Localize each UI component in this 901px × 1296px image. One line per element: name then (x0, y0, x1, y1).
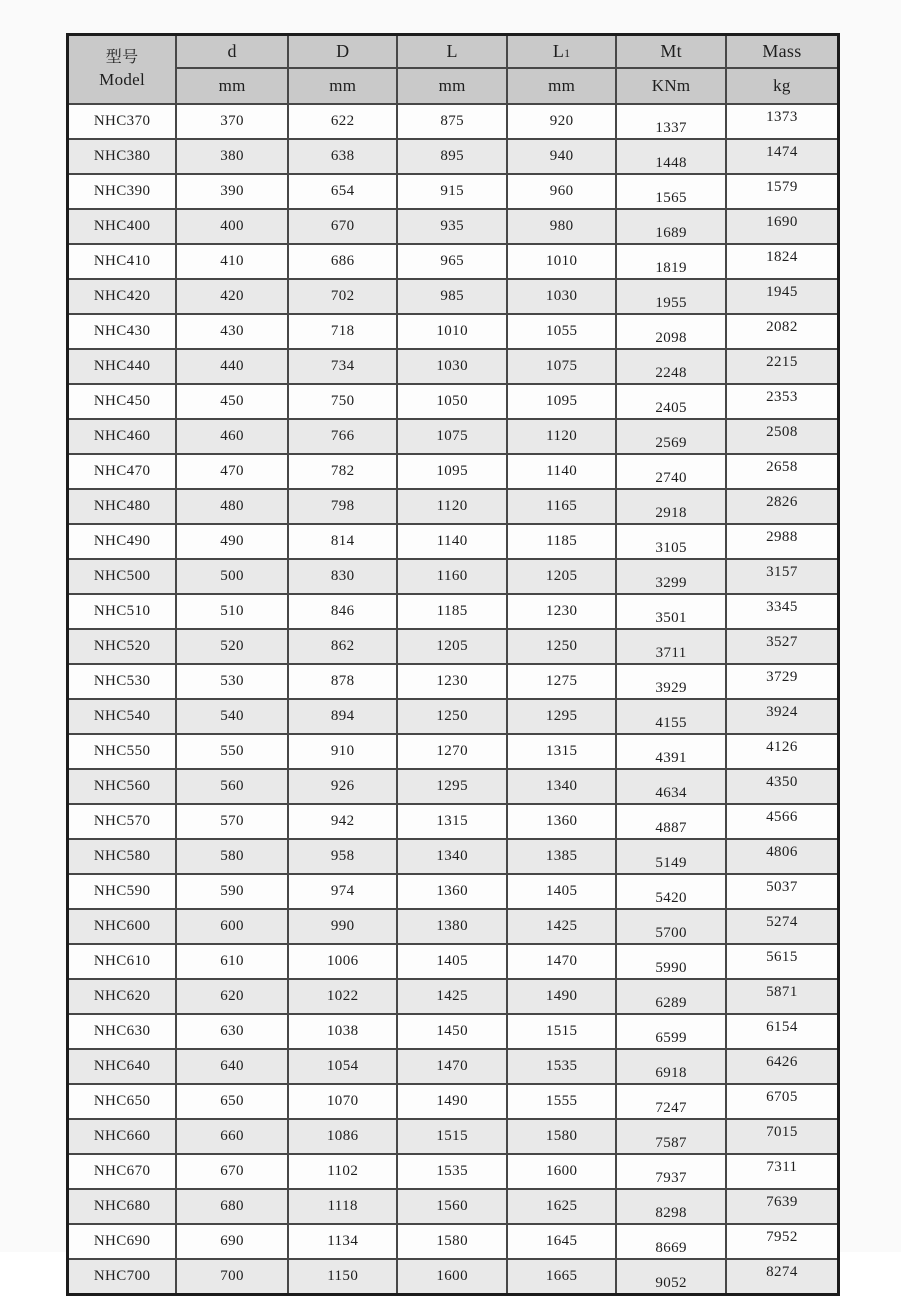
cell-Mt: 5420 (616, 874, 725, 909)
cell-model: NHC610 (68, 944, 177, 979)
unit-d: mm (176, 68, 288, 104)
table-row (68, 104, 839, 139)
col-header-model-cn: 型号 (105, 49, 139, 67)
cell-model: NHC680 (68, 1189, 177, 1224)
cell-d: 620 (176, 979, 288, 1014)
cell-D: 814 (288, 524, 397, 559)
cell-L1: 1425 (507, 909, 616, 944)
cell-model: NHC670 (68, 1154, 177, 1189)
cell-L1: 1580 (507, 1119, 616, 1154)
cell-d: 460 (176, 419, 288, 454)
cell-L: 1160 (397, 559, 506, 594)
cell-D: 1102 (288, 1154, 397, 1189)
cell-Mt: 5700 (616, 909, 725, 944)
cell-D: 718 (288, 314, 397, 349)
cell-Mass: 7311 (726, 1154, 839, 1189)
cell-Mt: 7587 (616, 1119, 725, 1154)
cell-L1: 1165 (507, 489, 616, 524)
header-row-units (68, 68, 839, 104)
cell-Mass: 3924 (726, 699, 839, 734)
table-row (68, 279, 839, 314)
cell-Mass: 7015 (726, 1119, 839, 1154)
cell-Mass: 4566 (726, 804, 839, 839)
cell-L: 1360 (397, 874, 506, 909)
table-row (68, 769, 839, 804)
table-row (68, 1084, 839, 1119)
cell-Mass: 2353 (726, 384, 839, 419)
cell-Mass: 5871 (726, 979, 839, 1014)
cell-L: 1270 (397, 734, 506, 769)
cell-Mt: 1337 (616, 104, 725, 139)
cell-Mt: 1448 (616, 139, 725, 174)
cell-Mass: 8274 (726, 1259, 839, 1295)
cell-Mass: 7952 (726, 1224, 839, 1259)
unit-D: mm (288, 68, 397, 104)
cell-Mass: 1579 (726, 174, 839, 209)
cell-d: 660 (176, 1119, 288, 1154)
cell-L1: 1315 (507, 734, 616, 769)
cell-model: NHC460 (68, 419, 177, 454)
cell-L: 1050 (397, 384, 506, 419)
cell-L: 1075 (397, 419, 506, 454)
cell-D: 942 (288, 804, 397, 839)
col-header-L1-main: L (552, 41, 565, 61)
cell-L: 1470 (397, 1049, 506, 1084)
cell-Mt: 2405 (616, 384, 725, 419)
cell-model: NHC650 (68, 1084, 177, 1119)
cell-L: 1490 (397, 1084, 506, 1119)
table-row (68, 734, 839, 769)
table-row (68, 839, 839, 874)
cell-d: 450 (176, 384, 288, 419)
cell-Mass: 1824 (726, 244, 839, 279)
cell-d: 420 (176, 279, 288, 314)
cell-L1: 1490 (507, 979, 616, 1014)
cell-d: 560 (176, 769, 288, 804)
cell-Mt: 7247 (616, 1084, 725, 1119)
col-header-L1-sub: 1 (564, 46, 571, 60)
cell-D: 958 (288, 839, 397, 874)
cell-L1: 1535 (507, 1049, 616, 1084)
cell-d: 530 (176, 664, 288, 699)
cell-L1: 980 (507, 209, 616, 244)
table-row (68, 1259, 839, 1295)
cell-D: 766 (288, 419, 397, 454)
table-row (68, 454, 839, 489)
cell-D: 670 (288, 209, 397, 244)
cell-L1: 920 (507, 104, 616, 139)
header-row-labels (68, 35, 839, 69)
cell-model: NHC520 (68, 629, 177, 664)
cell-L1: 1600 (507, 1154, 616, 1189)
cell-d: 670 (176, 1154, 288, 1189)
cell-Mt: 8298 (616, 1189, 725, 1224)
unit-L1: mm (507, 68, 616, 104)
cell-L: 1205 (397, 629, 506, 664)
table-row (68, 664, 839, 699)
cell-d: 550 (176, 734, 288, 769)
cell-L: 1315 (397, 804, 506, 839)
cell-Mass: 1474 (726, 139, 839, 174)
cell-Mt: 4155 (616, 699, 725, 734)
cell-L: 1030 (397, 349, 506, 384)
cell-d: 540 (176, 699, 288, 734)
cell-D: 1118 (288, 1189, 397, 1224)
cell-D: 1054 (288, 1049, 397, 1084)
cell-model: NHC400 (68, 209, 177, 244)
cell-L: 965 (397, 244, 506, 279)
cell-L: 1140 (397, 524, 506, 559)
cell-L1: 940 (507, 139, 616, 174)
col-header-model-en: Model (99, 69, 146, 89)
table-row (68, 804, 839, 839)
cell-model: NHC550 (68, 734, 177, 769)
cell-Mass: 2082 (726, 314, 839, 349)
cell-model: NHC620 (68, 979, 177, 1014)
cell-Mass: 5615 (726, 944, 839, 979)
cell-D: 1134 (288, 1224, 397, 1259)
cell-L1: 1645 (507, 1224, 616, 1259)
cell-model: NHC530 (68, 664, 177, 699)
cell-Mt: 3501 (616, 594, 725, 629)
cell-D: 798 (288, 489, 397, 524)
cell-Mass: 6705 (726, 1084, 839, 1119)
cell-d: 690 (176, 1224, 288, 1259)
cell-L1: 1470 (507, 944, 616, 979)
nhc-coupling-spec-table (66, 33, 840, 1296)
cell-Mass: 3157 (726, 559, 839, 594)
cell-L: 1425 (397, 979, 506, 1014)
cell-L: 1295 (397, 769, 506, 804)
cell-model: NHC500 (68, 559, 177, 594)
table-row (68, 174, 839, 209)
cell-L: 1185 (397, 594, 506, 629)
cell-L: 1380 (397, 909, 506, 944)
cell-L: 1010 (397, 314, 506, 349)
cell-L: 1120 (397, 489, 506, 524)
cell-Mass: 2988 (726, 524, 839, 559)
cell-model: NHC480 (68, 489, 177, 524)
cell-Mt: 2740 (616, 454, 725, 489)
table-row (68, 349, 839, 384)
cell-Mt: 1689 (616, 209, 725, 244)
cell-Mt: 2569 (616, 419, 725, 454)
cell-Mass: 2508 (726, 419, 839, 454)
cell-d: 610 (176, 944, 288, 979)
cell-L: 1600 (397, 1259, 506, 1295)
cell-D: 1086 (288, 1119, 397, 1154)
cell-L1: 1230 (507, 594, 616, 629)
cell-D: 910 (288, 734, 397, 769)
cell-L1: 1515 (507, 1014, 616, 1049)
cell-d: 570 (176, 804, 288, 839)
cell-d: 380 (176, 139, 288, 174)
cell-Mass: 5274 (726, 909, 839, 944)
cell-Mt: 6599 (616, 1014, 725, 1049)
cell-Mt: 2248 (616, 349, 725, 384)
cell-d: 650 (176, 1084, 288, 1119)
table-row (68, 419, 839, 454)
col-header-L: L (397, 35, 506, 69)
cell-L: 1250 (397, 699, 506, 734)
cell-model: NHC470 (68, 454, 177, 489)
cell-D: 1070 (288, 1084, 397, 1119)
cell-L: 895 (397, 139, 506, 174)
cell-Mt: 1819 (616, 244, 725, 279)
cell-Mass: 6154 (726, 1014, 839, 1049)
cell-model: NHC390 (68, 174, 177, 209)
cell-L: 1515 (397, 1119, 506, 1154)
table-row (68, 1119, 839, 1154)
table-row (68, 1224, 839, 1259)
cell-D: 686 (288, 244, 397, 279)
cell-model: NHC600 (68, 909, 177, 944)
cell-model: NHC440 (68, 349, 177, 384)
cell-Mt: 8669 (616, 1224, 725, 1259)
cell-Mass: 5037 (726, 874, 839, 909)
cell-d: 440 (176, 349, 288, 384)
cell-d: 680 (176, 1189, 288, 1224)
table-body (68, 104, 839, 1295)
cell-d: 640 (176, 1049, 288, 1084)
unit-Mt: KNm (616, 68, 725, 104)
cell-Mt: 3929 (616, 664, 725, 699)
table-row (68, 1014, 839, 1049)
cell-L: 1095 (397, 454, 506, 489)
cell-D: 830 (288, 559, 397, 594)
table-header (68, 35, 839, 105)
cell-Mt: 1565 (616, 174, 725, 209)
cell-model: NHC640 (68, 1049, 177, 1084)
cell-d: 520 (176, 629, 288, 664)
table-row (68, 629, 839, 664)
cell-L: 935 (397, 209, 506, 244)
cell-d: 470 (176, 454, 288, 489)
cell-D: 862 (288, 629, 397, 664)
cell-D: 894 (288, 699, 397, 734)
col-header-model (68, 35, 177, 105)
cell-d: 600 (176, 909, 288, 944)
cell-Mass: 3527 (726, 629, 839, 664)
cell-model: NHC410 (68, 244, 177, 279)
cell-Mt: 1955 (616, 279, 725, 314)
cell-d: 630 (176, 1014, 288, 1049)
col-header-Mass: Mass (726, 35, 839, 69)
cell-Mt: 3711 (616, 629, 725, 664)
cell-L1: 1340 (507, 769, 616, 804)
cell-Mt: 6918 (616, 1049, 725, 1084)
table-row (68, 1049, 839, 1084)
table-row (68, 384, 839, 419)
table-row (68, 979, 839, 1014)
cell-d: 480 (176, 489, 288, 524)
cell-D: 1006 (288, 944, 397, 979)
cell-d: 590 (176, 874, 288, 909)
cell-L1: 1360 (507, 804, 616, 839)
cell-Mass: 1373 (726, 104, 839, 139)
cell-D: 846 (288, 594, 397, 629)
table-row (68, 244, 839, 279)
cell-model: NHC580 (68, 839, 177, 874)
cell-L: 1535 (397, 1154, 506, 1189)
cell-L1: 1555 (507, 1084, 616, 1119)
cell-Mt: 4887 (616, 804, 725, 839)
table-row (68, 1189, 839, 1224)
cell-L: 1580 (397, 1224, 506, 1259)
cell-L1: 1010 (507, 244, 616, 279)
cell-Mt: 4391 (616, 734, 725, 769)
cell-Mt: 9052 (616, 1259, 725, 1295)
cell-Mass: 3345 (726, 594, 839, 629)
table-row (68, 944, 839, 979)
cell-Mass: 1945 (726, 279, 839, 314)
cell-model: NHC570 (68, 804, 177, 839)
cell-d: 700 (176, 1259, 288, 1295)
table-row (68, 139, 839, 174)
cell-d: 410 (176, 244, 288, 279)
cell-L: 1560 (397, 1189, 506, 1224)
cell-L1: 1140 (507, 454, 616, 489)
cell-model: NHC380 (68, 139, 177, 174)
cell-Mt: 4634 (616, 769, 725, 804)
table-row (68, 699, 839, 734)
table-row (68, 314, 839, 349)
cell-D: 1022 (288, 979, 397, 1014)
cell-L: 1405 (397, 944, 506, 979)
unit-Mass: kg (726, 68, 839, 104)
cell-Mass: 3729 (726, 664, 839, 699)
col-header-L1 (507, 35, 616, 69)
cell-L1: 1185 (507, 524, 616, 559)
cell-D: 1150 (288, 1259, 397, 1295)
cell-L1: 1055 (507, 314, 616, 349)
table-row (68, 209, 839, 244)
cell-d: 580 (176, 839, 288, 874)
table-row (68, 489, 839, 524)
cell-model: NHC420 (68, 279, 177, 314)
cell-D: 654 (288, 174, 397, 209)
cell-Mt: 5149 (616, 839, 725, 874)
cell-D: 734 (288, 349, 397, 384)
cell-Mt: 5990 (616, 944, 725, 979)
cell-D: 638 (288, 139, 397, 174)
cell-d: 390 (176, 174, 288, 209)
cell-d: 430 (176, 314, 288, 349)
cell-L: 875 (397, 104, 506, 139)
cell-d: 490 (176, 524, 288, 559)
table-row (68, 909, 839, 944)
cell-L1: 1295 (507, 699, 616, 734)
cell-D: 974 (288, 874, 397, 909)
cell-D: 702 (288, 279, 397, 314)
col-header-d: d (176, 35, 288, 69)
cell-model: NHC560 (68, 769, 177, 804)
cell-model: NHC630 (68, 1014, 177, 1049)
cell-D: 990 (288, 909, 397, 944)
cell-model: NHC540 (68, 699, 177, 734)
table-row (68, 874, 839, 909)
cell-d: 400 (176, 209, 288, 244)
table-row (68, 559, 839, 594)
cell-L1: 1385 (507, 839, 616, 874)
col-header-D: D (288, 35, 397, 69)
cell-model: NHC590 (68, 874, 177, 909)
cell-L: 985 (397, 279, 506, 314)
cell-model: NHC490 (68, 524, 177, 559)
cell-L1: 960 (507, 174, 616, 209)
cell-Mass: 4806 (726, 839, 839, 874)
cell-D: 622 (288, 104, 397, 139)
cell-D: 878 (288, 664, 397, 699)
cell-L1: 1665 (507, 1259, 616, 1295)
cell-Mass: 2658 (726, 454, 839, 489)
cell-Mass: 2826 (726, 489, 839, 524)
cell-d: 370 (176, 104, 288, 139)
cell-model: NHC690 (68, 1224, 177, 1259)
cell-Mt: 2918 (616, 489, 725, 524)
table-row (68, 594, 839, 629)
cell-Mass: 4126 (726, 734, 839, 769)
cell-Mass: 7639 (726, 1189, 839, 1224)
col-header-Mt: Mt (616, 35, 725, 69)
cell-Mass: 2215 (726, 349, 839, 384)
cell-Mass: 4350 (726, 769, 839, 804)
cell-Mt: 2098 (616, 314, 725, 349)
cell-L: 1230 (397, 664, 506, 699)
cell-Mt: 3105 (616, 524, 725, 559)
cell-D: 782 (288, 454, 397, 489)
cell-L1: 1075 (507, 349, 616, 384)
table-row (68, 524, 839, 559)
cell-model: NHC370 (68, 104, 177, 139)
cell-Mass: 1690 (726, 209, 839, 244)
cell-model: NHC430 (68, 314, 177, 349)
cell-model: NHC700 (68, 1259, 177, 1295)
cell-D: 926 (288, 769, 397, 804)
cell-L: 915 (397, 174, 506, 209)
cell-L: 1450 (397, 1014, 506, 1049)
cell-Mt: 6289 (616, 979, 725, 1014)
cell-L1: 1030 (507, 279, 616, 314)
table-row (68, 1154, 839, 1189)
cell-Mt: 3299 (616, 559, 725, 594)
cell-L1: 1205 (507, 559, 616, 594)
cell-L1: 1120 (507, 419, 616, 454)
cell-Mass: 6426 (726, 1049, 839, 1084)
cell-L1: 1405 (507, 874, 616, 909)
cell-D: 1038 (288, 1014, 397, 1049)
cell-model: NHC660 (68, 1119, 177, 1154)
cell-Mt: 7937 (616, 1154, 725, 1189)
unit-L: mm (397, 68, 506, 104)
cell-L1: 1095 (507, 384, 616, 419)
cell-d: 510 (176, 594, 288, 629)
cell-d: 500 (176, 559, 288, 594)
cell-L1: 1250 (507, 629, 616, 664)
cell-L: 1340 (397, 839, 506, 874)
cell-L1: 1625 (507, 1189, 616, 1224)
cell-L1: 1275 (507, 664, 616, 699)
cell-model: NHC450 (68, 384, 177, 419)
cell-D: 750 (288, 384, 397, 419)
cell-model: NHC510 (68, 594, 177, 629)
